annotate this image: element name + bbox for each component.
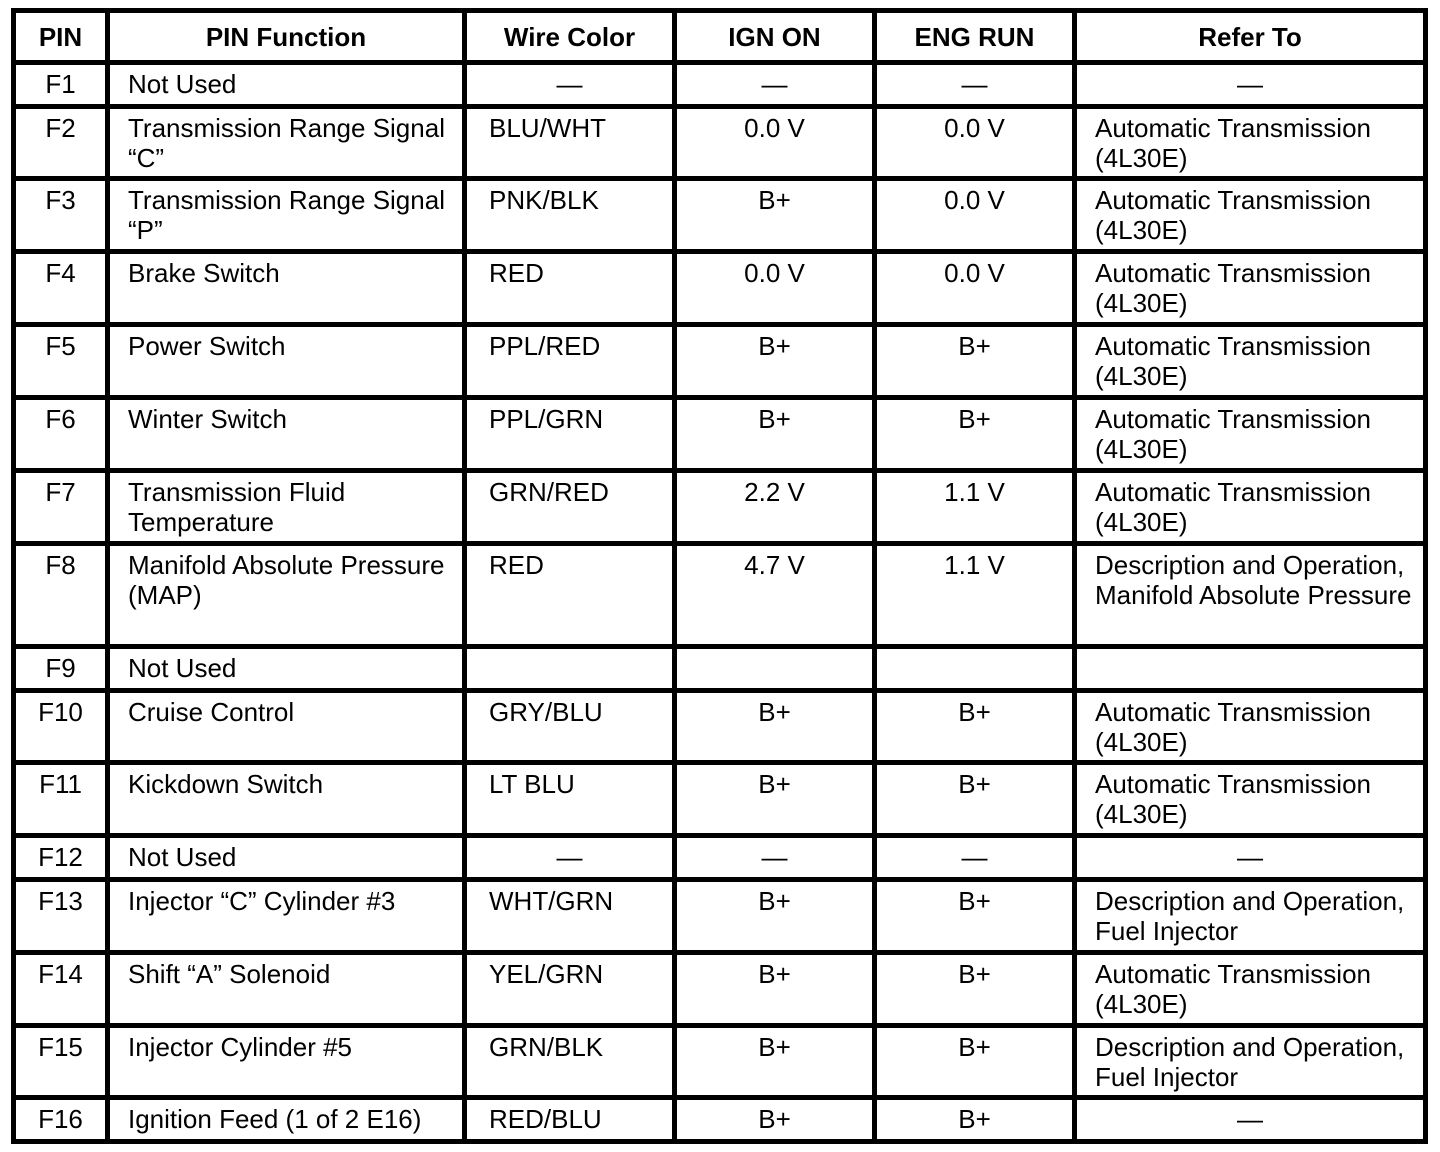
cell-function: Kickdown Switch bbox=[108, 763, 465, 836]
cell-wire: GRN/BLK bbox=[465, 1025, 675, 1098]
cell-function: Ignition Feed (1 of 2 E16) bbox=[108, 1098, 465, 1142]
cell-function: Not Used bbox=[108, 836, 465, 880]
header-refer-to: Refer To bbox=[1075, 11, 1426, 63]
cell-function: Winter Switch bbox=[108, 398, 465, 471]
cell-function: Transmission Range Signal “C” bbox=[108, 106, 465, 179]
table-row bbox=[14, 1098, 1426, 1142]
cell-eng-run: B+ bbox=[875, 763, 1075, 836]
cell-ign-on: 2.2 V bbox=[675, 470, 875, 543]
table-row bbox=[14, 252, 1426, 325]
cell-refer-to: Automatic Transmission (4L30E) bbox=[1075, 470, 1426, 543]
cell-ign-on: 4.7 V bbox=[675, 543, 875, 646]
cell-ign-on: B+ bbox=[675, 398, 875, 471]
cell-pin: F9 bbox=[14, 647, 108, 691]
cell-function: Not Used bbox=[108, 647, 465, 691]
cell-eng-run: B+ bbox=[875, 952, 1075, 1025]
cell-eng-run: B+ bbox=[875, 1098, 1075, 1142]
cell-pin: F11 bbox=[14, 763, 108, 836]
cell-ign-on: B+ bbox=[675, 325, 875, 398]
cell-refer-to: Description and Operation, Fuel Injector bbox=[1075, 879, 1426, 952]
cell-ign-on: B+ bbox=[675, 1098, 875, 1142]
table-row bbox=[14, 1025, 1426, 1098]
cell-ign-on: — bbox=[675, 63, 875, 107]
cell-wire: LT BLU bbox=[465, 763, 675, 836]
cell-refer-to: — bbox=[1075, 836, 1426, 880]
cell-eng-run: — bbox=[875, 63, 1075, 107]
table-row bbox=[14, 470, 1426, 543]
cell-function: Transmission Fluid Temperature bbox=[108, 470, 465, 543]
cell-wire: YEL/GRN bbox=[465, 952, 675, 1025]
cell-refer-to: — bbox=[1075, 63, 1426, 107]
cell-refer-to: Automatic Transmission (4L30E) bbox=[1075, 398, 1426, 471]
cell-pin: F15 bbox=[14, 1025, 108, 1098]
cell-pin: F10 bbox=[14, 690, 108, 763]
header-eng-run: ENG RUN bbox=[875, 11, 1075, 63]
cell-pin: F14 bbox=[14, 952, 108, 1025]
cell-pin: F8 bbox=[14, 543, 108, 646]
cell-function: Shift “A” Solenoid bbox=[108, 952, 465, 1025]
cell-eng-run: 1.1 V bbox=[875, 543, 1075, 646]
cell-wire: RED/BLU bbox=[465, 1098, 675, 1142]
cell-wire bbox=[465, 647, 675, 691]
header-ign-on: IGN ON bbox=[675, 11, 875, 63]
cell-wire: — bbox=[465, 836, 675, 880]
cell-eng-run: — bbox=[875, 836, 1075, 880]
cell-function: Injector Cylinder #5 bbox=[108, 1025, 465, 1098]
cell-function: Power Switch bbox=[108, 325, 465, 398]
cell-ign-on: B+ bbox=[675, 879, 875, 952]
cell-pin: F6 bbox=[14, 398, 108, 471]
pin-table-container bbox=[11, 8, 1423, 1144]
cell-wire: RED bbox=[465, 543, 675, 646]
cell-refer-to bbox=[1075, 647, 1426, 691]
cell-refer-to: Description and Operation, Manifold Absolute Pressure bbox=[1075, 543, 1426, 646]
cell-refer-to: Description and Operation, Fuel Injector bbox=[1075, 1025, 1426, 1098]
cell-pin: F13 bbox=[14, 879, 108, 952]
cell-wire: PPL/RED bbox=[465, 325, 675, 398]
table-row bbox=[14, 63, 1426, 107]
table-row bbox=[14, 325, 1426, 398]
cell-pin: F16 bbox=[14, 1098, 108, 1142]
cell-pin: F5 bbox=[14, 325, 108, 398]
table-row bbox=[14, 879, 1426, 952]
cell-eng-run: 0.0 V bbox=[875, 179, 1075, 252]
cell-eng-run bbox=[875, 647, 1075, 691]
cell-function: Cruise Control bbox=[108, 690, 465, 763]
cell-wire: RED bbox=[465, 252, 675, 325]
cell-refer-to: Automatic Transmission (4L30E) bbox=[1075, 325, 1426, 398]
table-row bbox=[14, 952, 1426, 1025]
cell-pin: F7 bbox=[14, 470, 108, 543]
cell-refer-to: Automatic Transmission (4L30E) bbox=[1075, 106, 1426, 179]
cell-eng-run: B+ bbox=[875, 690, 1075, 763]
header-pin-function: PIN Function bbox=[108, 11, 465, 63]
table-row bbox=[14, 106, 1426, 179]
cell-wire: PNK/BLK bbox=[465, 179, 675, 252]
cell-ign-on: — bbox=[675, 836, 875, 880]
cell-ign-on: 0.0 V bbox=[675, 106, 875, 179]
cell-eng-run: B+ bbox=[875, 398, 1075, 471]
cell-pin: F12 bbox=[14, 836, 108, 880]
cell-function: Manifold Absolute Pressure (MAP) bbox=[108, 543, 465, 646]
cell-wire: WHT/GRN bbox=[465, 879, 675, 952]
cell-refer-to: Automatic Transmission (4L30E) bbox=[1075, 179, 1426, 252]
cell-eng-run: 0.0 V bbox=[875, 106, 1075, 179]
cell-ign-on: B+ bbox=[675, 763, 875, 836]
cell-eng-run: B+ bbox=[875, 325, 1075, 398]
cell-eng-run: 0.0 V bbox=[875, 252, 1075, 325]
cell-wire: PPL/GRN bbox=[465, 398, 675, 471]
cell-function: Brake Switch bbox=[108, 252, 465, 325]
cell-ign-on: 0.0 V bbox=[675, 252, 875, 325]
cell-pin: F1 bbox=[14, 63, 108, 107]
cell-refer-to: Automatic Transmission (4L30E) bbox=[1075, 690, 1426, 763]
pin-table bbox=[11, 8, 1428, 1144]
cell-ign-on: B+ bbox=[675, 1025, 875, 1098]
cell-ign-on bbox=[675, 647, 875, 691]
cell-wire: GRN/RED bbox=[465, 470, 675, 543]
table-row bbox=[14, 543, 1426, 646]
cell-eng-run: 1.1 V bbox=[875, 470, 1075, 543]
header-pin: PIN bbox=[14, 11, 108, 63]
header-wire-color: Wire Color bbox=[465, 11, 675, 63]
table-row bbox=[14, 647, 1426, 691]
cell-wire: — bbox=[465, 63, 675, 107]
cell-ign-on: B+ bbox=[675, 179, 875, 252]
cell-refer-to: Automatic Transmission (4L30E) bbox=[1075, 763, 1426, 836]
cell-function: Not Used bbox=[108, 63, 465, 107]
cell-function: Injector “C” Cylinder #3 bbox=[108, 879, 465, 952]
cell-function: Transmission Range Signal “P” bbox=[108, 179, 465, 252]
cell-refer-to: Automatic Transmission (4L30E) bbox=[1075, 952, 1426, 1025]
table-row bbox=[14, 690, 1426, 763]
cell-eng-run: B+ bbox=[875, 1025, 1075, 1098]
table-row bbox=[14, 763, 1426, 836]
table-row bbox=[14, 398, 1426, 471]
cell-eng-run: B+ bbox=[875, 879, 1075, 952]
cell-pin: F3 bbox=[14, 179, 108, 252]
table-row bbox=[14, 836, 1426, 880]
cell-pin: F4 bbox=[14, 252, 108, 325]
cell-pin: F2 bbox=[14, 106, 108, 179]
cell-wire: GRY/BLU bbox=[465, 690, 675, 763]
table-row bbox=[14, 179, 1426, 252]
cell-refer-to: — bbox=[1075, 1098, 1426, 1142]
cell-ign-on: B+ bbox=[675, 952, 875, 1025]
cell-wire: BLU/WHT bbox=[465, 106, 675, 179]
cell-refer-to: Automatic Transmission (4L30E) bbox=[1075, 252, 1426, 325]
header-row bbox=[14, 11, 1426, 63]
cell-ign-on: B+ bbox=[675, 690, 875, 763]
